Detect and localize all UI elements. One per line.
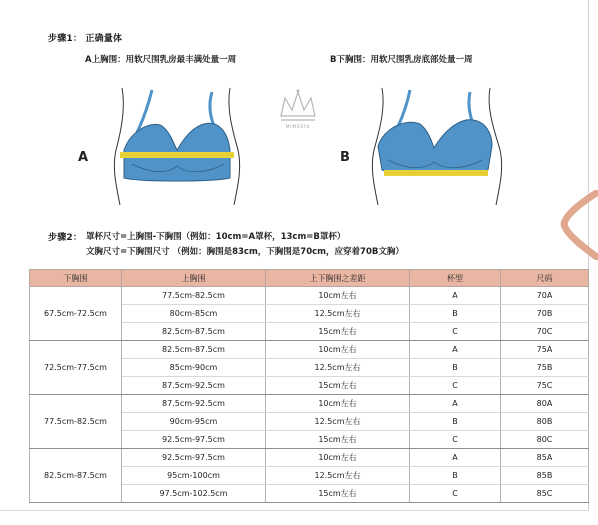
- figure-a-caption: A上胸围：用软尺围乳房最丰满处量一周: [85, 55, 237, 65]
- difference-cell: 15cm左右: [266, 431, 410, 449]
- size-cell: 70C: [501, 323, 589, 341]
- size-cell: 75A: [501, 341, 589, 359]
- cup-cell: C: [410, 377, 501, 395]
- difference-cell: 12.5cm左右: [266, 467, 410, 485]
- decorative-arc-icon: [560, 190, 598, 260]
- bust-measure-illustration-a: [102, 80, 252, 210]
- under-bust-cell: 77.5cm-82.5cm: [30, 395, 122, 449]
- upper-bust-cell: 80cm-85cm: [122, 305, 266, 323]
- upper-bust-cell: 85cm-90cm: [122, 359, 266, 377]
- size-cell: 75C: [501, 377, 589, 395]
- difference-cell: 15cm左右: [266, 377, 410, 395]
- size-cell: 80A: [501, 395, 589, 413]
- table-row: [30, 449, 589, 467]
- difference-cell: 12.5cm左右: [266, 413, 410, 431]
- header-size: 尺码: [501, 270, 589, 287]
- size-cell: 80B: [501, 413, 589, 431]
- difference-cell: 12.5cm左右: [266, 359, 410, 377]
- figure-b-letter: B: [340, 150, 350, 165]
- size-cell: 80C: [501, 431, 589, 449]
- table-row: [30, 341, 589, 359]
- upper-bust-cell: 95cm-100cm: [122, 467, 266, 485]
- upper-bust-cell: 92.5cm-97.5cm: [122, 449, 266, 467]
- upper-bust-cell: 97.5cm-102.5cm: [122, 485, 266, 503]
- under-bust-cell: 67.5cm-72.5cm: [30, 287, 122, 341]
- upper-bust-cell: 82.5cm-87.5cm: [122, 341, 266, 359]
- size-cell: 85C: [501, 485, 589, 503]
- cup-cell: C: [410, 323, 501, 341]
- figure-b-caption: B下胸围：用软尺围乳房底部处量一周: [330, 55, 473, 65]
- difference-cell: 15cm左右: [266, 323, 410, 341]
- difference-cell: 15cm左右: [266, 485, 410, 503]
- step1-title: 步骤1： 正确量体: [48, 34, 123, 44]
- header-cup: 杯型: [410, 270, 501, 287]
- upper-bust-cell: 90cm-95cm: [122, 413, 266, 431]
- cup-size-formula: 罩杯尺寸=上胸围-下胸围（例如：10cm=A罩杯，13cm=B罩杯）: [86, 232, 346, 242]
- cup-cell: A: [410, 449, 501, 467]
- cup-cell: A: [410, 341, 501, 359]
- cup-cell: B: [410, 413, 501, 431]
- difference-cell: 10cm左右: [266, 395, 410, 413]
- cup-cell: B: [410, 359, 501, 377]
- cup-cell: C: [410, 431, 501, 449]
- upper-bust-cell: 92.5cm-97.5cm: [122, 431, 266, 449]
- size-cell: 70B: [501, 305, 589, 323]
- table-row: [30, 287, 589, 305]
- logo-text: MIMERIU: [285, 124, 311, 129]
- cup-cell: A: [410, 395, 501, 413]
- size-cell: 70A: [501, 287, 589, 305]
- cup-cell: C: [410, 485, 501, 503]
- size-cell: 85B: [501, 467, 589, 485]
- figure-a-letter: A: [78, 150, 89, 165]
- under-bust-cell: 82.5cm-87.5cm: [30, 449, 122, 503]
- cup-cell: B: [410, 305, 501, 323]
- difference-cell: 10cm左右: [266, 449, 410, 467]
- difference-cell: 10cm左右: [266, 341, 410, 359]
- header-upper-bust: 上胸围: [122, 270, 266, 287]
- upper-bust-cell: 87.5cm-92.5cm: [122, 395, 266, 413]
- upper-bust-cell: 77.5cm-82.5cm: [122, 287, 266, 305]
- size-cell: 75B: [501, 359, 589, 377]
- cup-cell: A: [410, 287, 501, 305]
- upper-bust-cell: 87.5cm-92.5cm: [122, 377, 266, 395]
- header-under-bust: 下胸围: [30, 270, 122, 287]
- under-bust-cell: 72.5cm-77.5cm: [30, 341, 122, 395]
- table-row: [30, 395, 589, 413]
- bra-size-formula: 文胸尺寸=下胸围尺寸 （例如：胸围是83cm，下胸围是70cm，应穿着70B文胸）: [86, 247, 404, 257]
- page-bottom-border: [0, 510, 589, 511]
- step2-label: 步骤2：: [48, 233, 83, 243]
- size-cell: 85A: [501, 449, 589, 467]
- header-difference: 上下胸围之差距: [266, 270, 410, 287]
- table-header-row: [30, 270, 589, 287]
- bust-measure-illustration-b: [362, 80, 512, 210]
- size-chart-table: [29, 269, 589, 503]
- cup-cell: B: [410, 467, 501, 485]
- upper-bust-cell: 82.5cm-87.5cm: [122, 323, 266, 341]
- difference-cell: 12.5cm左右: [266, 305, 410, 323]
- difference-cell: 10cm左右: [266, 287, 410, 305]
